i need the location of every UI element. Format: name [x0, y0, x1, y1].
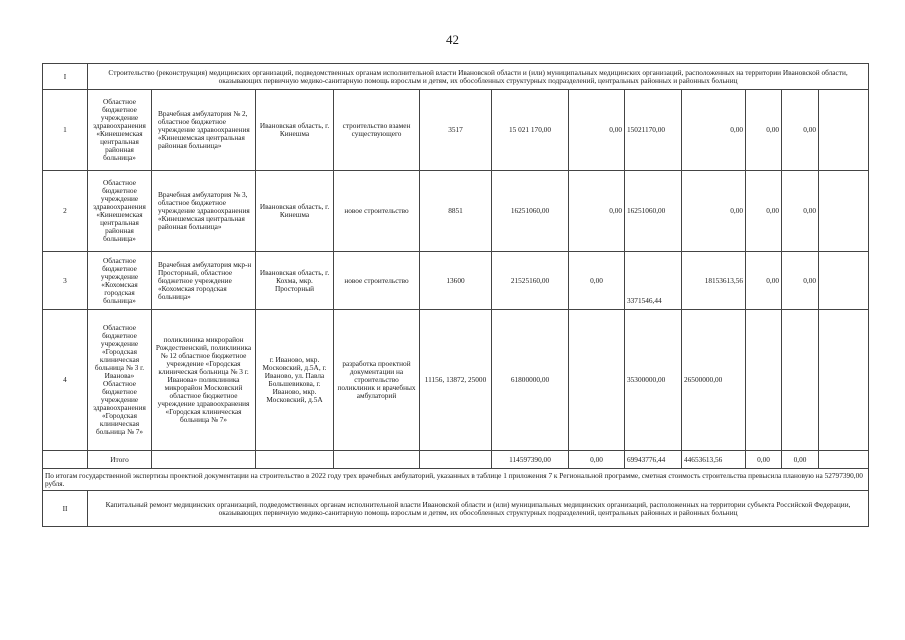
value-cell: 0,00 [782, 252, 819, 310]
value-cell: 0,00 [746, 252, 782, 310]
object-cell: Врачебная амбулатория № 3, областное бюджетное учреждение здравоохранения «Кинешемская центральная районная больница» [152, 171, 256, 252]
empty-cell [819, 252, 869, 310]
total-value: 44653613,56 [682, 451, 746, 469]
value-cell: 0,00 [782, 171, 819, 252]
total-sum: 114597390,00 [492, 451, 569, 469]
section-title: Строительство (реконструкция) медицинских организаций, подведомственных органам исполнительной власти Ивановской области и (или) муниципальных медицинских организаций, расположенных на территории Ивановской области, оказывающих первичную медико-санитарную помощь взрослым и детям, их обособленных структурных подразделений, центральных районных и районных больниц [88, 64, 869, 90]
total-cell: 15 021 170,00 [492, 90, 569, 171]
value-cell [569, 310, 625, 451]
total-cell: 61800000,00 [492, 310, 569, 451]
section-header-row [43, 491, 869, 527]
total-value: 0,00 [782, 451, 819, 469]
object-cell: поликлиника микрорайон Рождественский, поликлиника № 12 областное бюджетное учреждение «Городская клиническая больница № 3 г. Иванова» поликлиника микрорайон Московский областное бюджетное учреждение здравоохранения «Городская клиническая больница № 7» [152, 310, 256, 451]
value-cell: 0,00 [682, 171, 746, 252]
section-number: I [43, 64, 88, 90]
total-label: Итого [88, 451, 152, 469]
table-row [43, 171, 869, 252]
value-cell: 0,00 [569, 252, 625, 310]
address-cell: Ивановская область, г. Кинешма [256, 171, 334, 252]
program-table [42, 63, 869, 527]
value-cell: 18153613,56 [682, 252, 746, 310]
area-cell: 13600 [420, 252, 492, 310]
page-number: 42 [446, 32, 459, 47]
table-row [43, 252, 869, 310]
table-row [43, 90, 869, 171]
section-number: II [43, 491, 88, 527]
value-cell: 26500000,00 [682, 310, 746, 451]
address-cell: Ивановская область, г. Кохма, мкр. Просторный [256, 252, 334, 310]
work-type-cell: разработка проектной документации на строительство поликлиник и врачебных амбулаторий [334, 310, 420, 451]
value-cell: 16251060,00 [625, 171, 682, 252]
object-cell: Врачебная амбулатория мкр-н Просторный, областное бюджетное учреждение «Кохомская городская больница» [152, 252, 256, 310]
empty-cell [152, 451, 256, 469]
organization-cell: Областное бюджетное учреждение «Городская клиническая больница № 3 г. Иванова» Областное бюджетное учреждение здравоохранения «Городская клиническая больница № 7» [88, 310, 152, 451]
address-cell: Ивановская область, г. Кинешма [256, 90, 334, 171]
value-cell: 0,00 [746, 90, 782, 171]
area-cell: 11156, 13872, 25000 [420, 310, 492, 451]
total-value: 69943776,44 [625, 451, 682, 469]
total-value: 0,00 [569, 451, 625, 469]
value-cell [746, 310, 782, 451]
value-cell: 3371546,44 [625, 252, 682, 310]
address-cell: г. Иваново, мкр. Московский, д.5А, г. Иваново, ул. Павла Большевикова, г. Иваново, мкр. Московский, д.5А [256, 310, 334, 451]
empty-cell [819, 310, 869, 451]
empty-cell [43, 451, 88, 469]
organization-cell: Областное бюджетное учреждение здравоохранения «Кинешемская центральная районная больница» [88, 171, 152, 252]
total-row [43, 451, 869, 469]
value-cell: 0,00 [569, 171, 625, 252]
organization-cell: Областное бюджетное учреждение «Кохомская городская больница» [88, 252, 152, 310]
section-header-row [43, 64, 869, 90]
row-number: 2 [43, 171, 88, 252]
expertise-note: По итогам государственной экспертизы проектной документации на строительство в 2022 году трех врачебных амбулаторий, указанных в таблице 1 приложения 7 к Региональной программе, сметная стоимость строительства превысила плановую на 52797390,00 рубля. [43, 469, 869, 491]
total-cell: 21525160,00 [492, 252, 569, 310]
value-cell: 0,00 [746, 171, 782, 252]
object-cell: Врачебная амбулатория № 2, областное бюджетное учреждение здравоохранения «Кинешемская центральная районная больница» [152, 90, 256, 171]
empty-cell [420, 451, 492, 469]
value-cell [782, 310, 819, 451]
total-value: 0,00 [746, 451, 782, 469]
organization-cell: Областное бюджетное учреждение здравоохранения «Кинешемская центральная районная больница» [88, 90, 152, 171]
row-number: 4 [43, 310, 88, 451]
work-type-cell: новое строительство [334, 171, 420, 252]
empty-cell [819, 451, 869, 469]
section-title: Капитальный ремонт медицинских организаций, подведомственных органам исполнительной власти Ивановской области и (или) муниципальных медицинских организаций, расположенных на территории субъекта Российской Федерации, оказывающих первичную медико-санитарную помощь взрослым и детям, их обособленных структурных подразделений, центральных районных и районных больниц [88, 491, 869, 527]
empty-cell [819, 171, 869, 252]
value-cell: 35300000,00 [625, 310, 682, 451]
total-cell: 16251060,00 [492, 171, 569, 252]
area-cell: 3517 [420, 90, 492, 171]
value-cell: 0,00 [569, 90, 625, 171]
row-number: 1 [43, 90, 88, 171]
row-number: 3 [43, 252, 88, 310]
empty-cell [334, 451, 420, 469]
empty-cell [256, 451, 334, 469]
note-row [43, 469, 869, 491]
work-type-cell: новое строительство [334, 252, 420, 310]
value-cell: 0,00 [682, 90, 746, 171]
area-cell: 8851 [420, 171, 492, 252]
empty-cell [819, 90, 869, 171]
value-cell: 0,00 [782, 90, 819, 171]
value-cell: 15021170,00 [625, 90, 682, 171]
work-type-cell: строительство взамен существующего [334, 90, 420, 171]
table-row [43, 310, 869, 451]
